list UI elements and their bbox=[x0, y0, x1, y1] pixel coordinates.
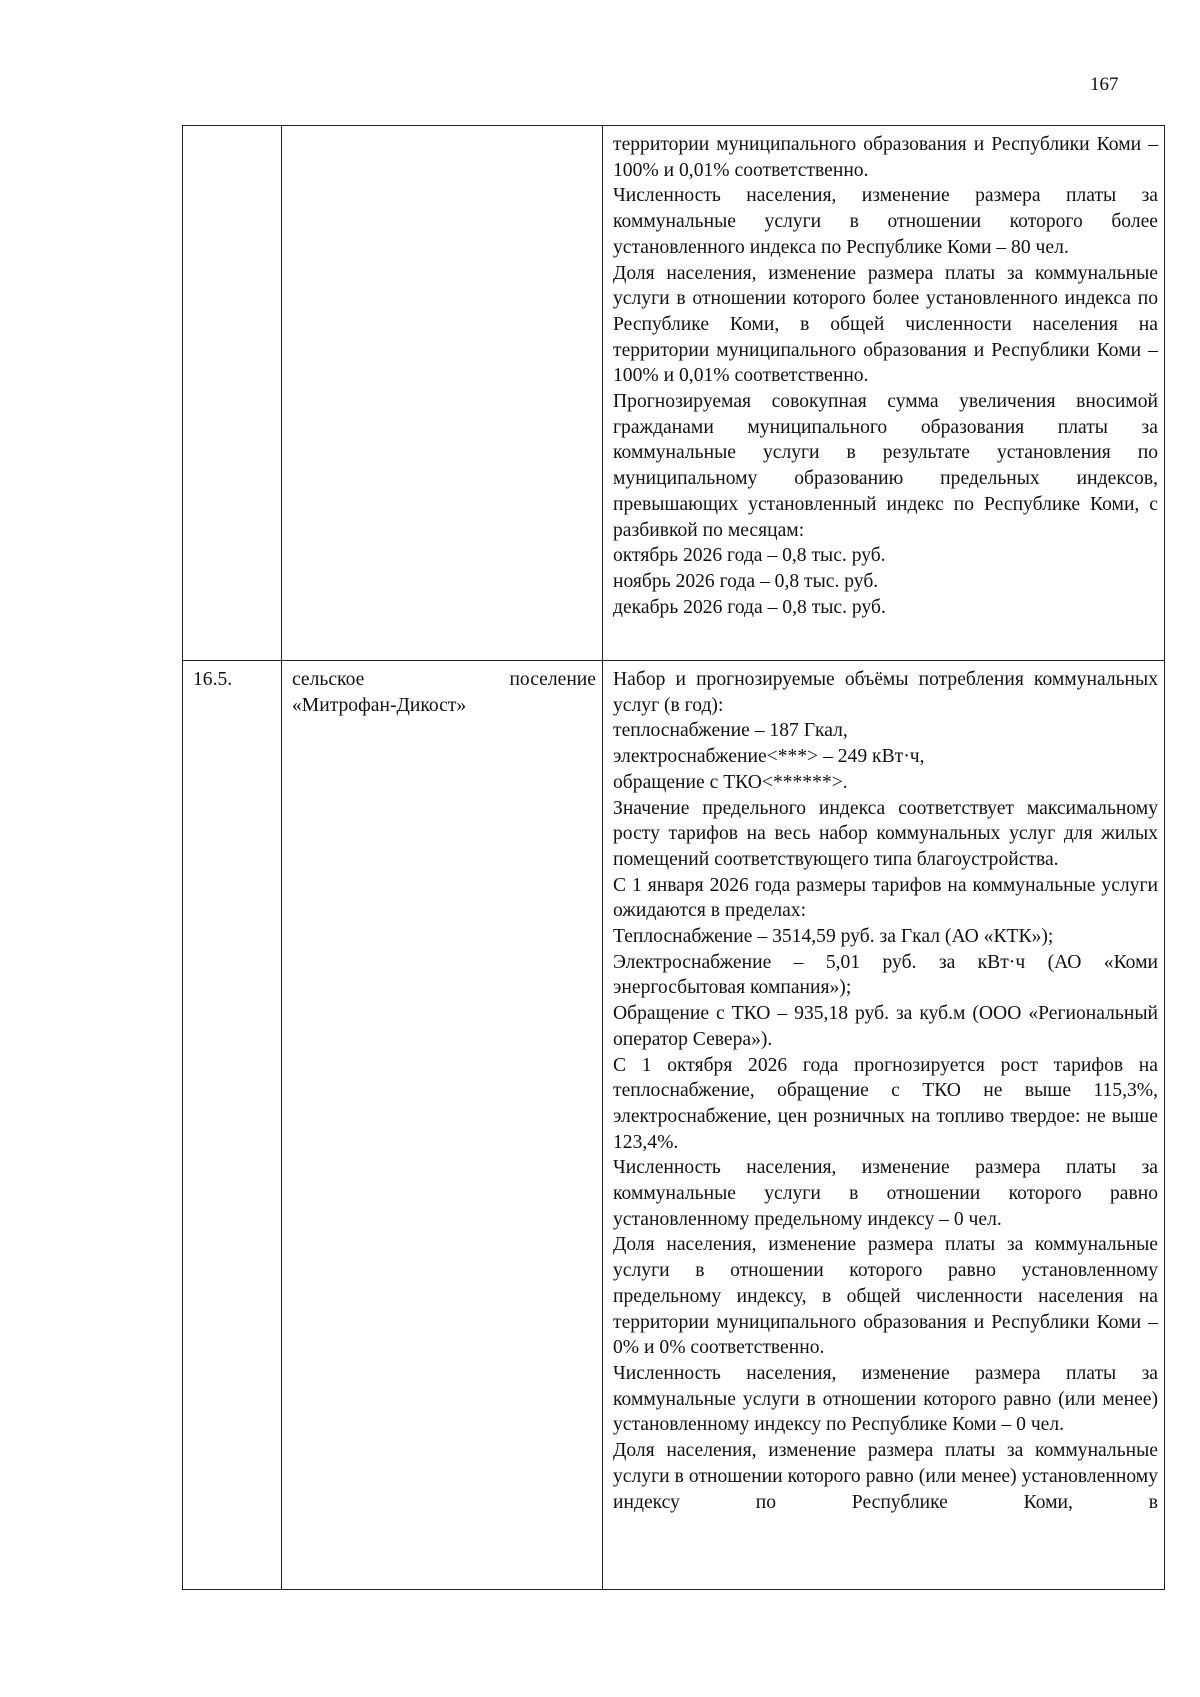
paragraph: С 1 октября 2026 года прогнозируется рост тарифов на теплоснабжение, обращение с ТКО не выше 115,3%, электроснабжение, цен розничных на топливо твердое: не выше 123,4%. bbox=[613, 1054, 1158, 1153]
paragraph: Прогнозируемая совокупная сумма увеличения вносимой гражданами муниципального образования платы за коммунальные услуги в результате установления по муниципальному образованию предельных индексов, превышающих установленный индекс по Республике Коми, с разбивкой по месяцам: bbox=[613, 391, 1158, 541]
description-cell bbox=[603, 126, 1165, 661]
paragraph: территории муниципального образования и Республики Коми – 100% и 0,01% соответственно. bbox=[613, 134, 1158, 181]
tariff-table bbox=[182, 125, 1165, 1590]
paragraph: Доля населения, изменение размера платы за коммунальные услуги в отношении которого более установленного индекса по Республике Коми, в общей численности населения на территории муниципального образования и Республики Коми – 100% и 0,01% соответственно. bbox=[613, 262, 1158, 387]
paragraph: Набор и прогнозируемые объёмы потребления коммунальных услуг (в год): bbox=[613, 669, 1158, 716]
settlement-type: сельское поселение bbox=[292, 669, 596, 690]
paragraph: С 1 января 2026 года размеры тарифов на коммунальные услуги ожидаются в пределах: bbox=[613, 874, 1158, 922]
row-number-cell: 16.5. bbox=[183, 661, 282, 1590]
paragraph: ноябрь 2026 года – 0,8 тыс. руб. bbox=[613, 570, 879, 592]
paragraph: обращение с ТКО<******>. bbox=[613, 771, 848, 793]
settlement-cell bbox=[282, 126, 603, 661]
paragraph: декабрь 2026 года – 0,8 тыс. руб. bbox=[613, 596, 886, 618]
settlement-name: «Митрофан-Дикост» bbox=[292, 694, 467, 716]
paragraph: Обращение с ТКО – 935,18 руб. за куб.м (ООО «Региональный оператор Севера»). bbox=[613, 1003, 1158, 1050]
paragraph: Значение предельного индекса соответствует максимальному росту тарифов на весь набор коммунальных услуг для жилых помещений соответствующего типа благоустройства. bbox=[613, 797, 1158, 870]
row-number-cell bbox=[183, 126, 282, 661]
settlement-cell bbox=[282, 661, 603, 1590]
paragraph: октябрь 2026 года – 0,8 тыс. руб. bbox=[613, 545, 886, 567]
paragraph: электроснабжение<***> – 249 кВт·ч, bbox=[613, 746, 925, 768]
table-row bbox=[183, 126, 1165, 661]
paragraph: Численность населения, изменение размера платы за коммунальные услуги в отношении которого более установленного индекса по Республике Коми – 80 чел. bbox=[613, 185, 1158, 258]
paragraph: Численность населения, изменение размера платы за коммунальные услуги в отношении которого равно установленному предельному индексу – 0 чел. bbox=[613, 1157, 1158, 1230]
paragraph: Теплоснабжение – 3514,59 руб. за Гкал (АО «КТК»); bbox=[613, 926, 1054, 948]
table-row bbox=[183, 661, 1165, 1590]
paragraph: Доля населения, изменение размера платы за коммунальные услуги в отношении которого равно (или менее) установленному индексу по Республике Коми, в bbox=[613, 1440, 1158, 1513]
paragraph: теплоснабжение – 187 Гкал, bbox=[613, 720, 848, 742]
page-number: 167 bbox=[1090, 74, 1119, 95]
paragraph: Электроснабжение – 5,01 руб. за кВт·ч (АО «Коми энергосбытовая компания»); bbox=[613, 951, 1158, 999]
paragraph: Численность населения, изменение размера платы за коммунальные услуги в отношении которого равно (или менее) установленному индексу по Республике Коми – 0 чел. bbox=[613, 1362, 1158, 1436]
description-cell bbox=[603, 661, 1165, 1590]
paragraph: Доля населения, изменение размера платы за коммунальные услуги в отношении которого равно установленному предельному индексу, в общей численности населения на территории муниципального образования и Республики Коми – 0% и 0% соответственно. bbox=[613, 1234, 1158, 1359]
